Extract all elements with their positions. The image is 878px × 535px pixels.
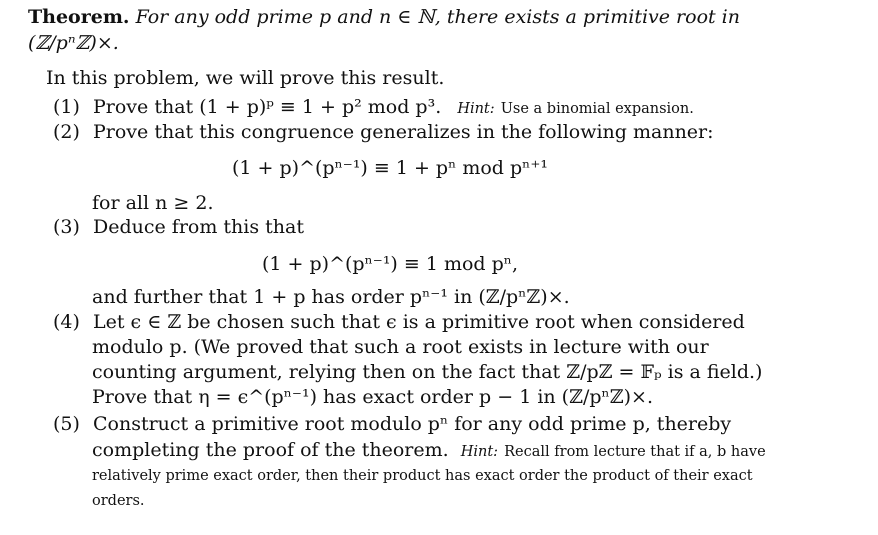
hint-text-2: relatively prime exact order, then their product has exact order the product of their exact bbox=[92, 468, 753, 484]
hint-text: Use a binomial expansion. bbox=[500, 101, 694, 117]
theorem-label: Theorem. bbox=[28, 6, 130, 28]
list-item-1 bbox=[53, 96, 694, 120]
theorem-statement-1: For any odd prime p and n ∈ ℕ, there exists a primitive root in bbox=[135, 6, 740, 28]
intro-text: In this problem, we will prove this result. bbox=[46, 67, 445, 89]
list-item-2 bbox=[53, 121, 714, 143]
item-4-line-2: modulo p. (We proved that such a root exists in lecture with our bbox=[92, 336, 709, 358]
item-text: Prove that this congruence generalizes in the following manner: bbox=[93, 121, 714, 143]
hint-label: Hint: bbox=[457, 101, 495, 117]
item-2-continuation: for all n ≥ 2. bbox=[92, 192, 214, 214]
list-item-4 bbox=[53, 311, 745, 333]
list-item-3 bbox=[53, 216, 304, 238]
item-4-line-3: counting argument, relying then on the fact that ℤ/pℤ = 𝔽ₚ is a field.) bbox=[92, 361, 763, 383]
item-text: Deduce from this that bbox=[93, 216, 304, 238]
item-3-continuation: and further that 1 + p has order pⁿ⁻¹ in (ℤ/pⁿℤ)×. bbox=[92, 286, 570, 308]
item-text: Let ϵ ∈ ℤ be chosen such that ϵ is a primitive root when considered bbox=[93, 311, 745, 333]
item-text: Construct a primitive root modulo pⁿ for any odd prime p, thereby bbox=[93, 413, 732, 435]
item-text: Prove that (1 + p)ᵖ ≡ 1 + p² mod p³. bbox=[93, 96, 442, 118]
item-number: (5) bbox=[53, 413, 80, 435]
item-number: (2) bbox=[53, 121, 80, 143]
item-number: (4) bbox=[53, 311, 80, 333]
list-item-5 bbox=[53, 413, 731, 435]
item-5-line-2 bbox=[92, 439, 766, 463]
theorem-line-2 bbox=[28, 32, 119, 54]
display-equation-1: (1 + p)^(pⁿ⁻¹) ≡ 1 + pⁿ mod pⁿ⁺¹ bbox=[232, 157, 549, 179]
theorem-statement-2: (ℤ/pⁿℤ)×. bbox=[28, 32, 119, 54]
theorem-line-1 bbox=[28, 6, 740, 28]
item-number: (3) bbox=[53, 216, 80, 238]
item-5-text: completing the proof of the theorem. bbox=[92, 439, 449, 461]
display-equation-2: (1 + p)^(pⁿ⁻¹) ≡ 1 mod pⁿ, bbox=[262, 253, 519, 275]
hint-text-3: orders. bbox=[92, 493, 145, 509]
item-number: (1) bbox=[53, 96, 80, 118]
item-4-line-4: Prove that η = ϵ^(pⁿ⁻¹) has exact order p − 1 in (ℤ/pⁿℤ)×. bbox=[92, 386, 653, 408]
hint-label: Hint: bbox=[460, 444, 499, 460]
hint-text-1: Recall from lecture that if a, b have bbox=[504, 444, 766, 460]
